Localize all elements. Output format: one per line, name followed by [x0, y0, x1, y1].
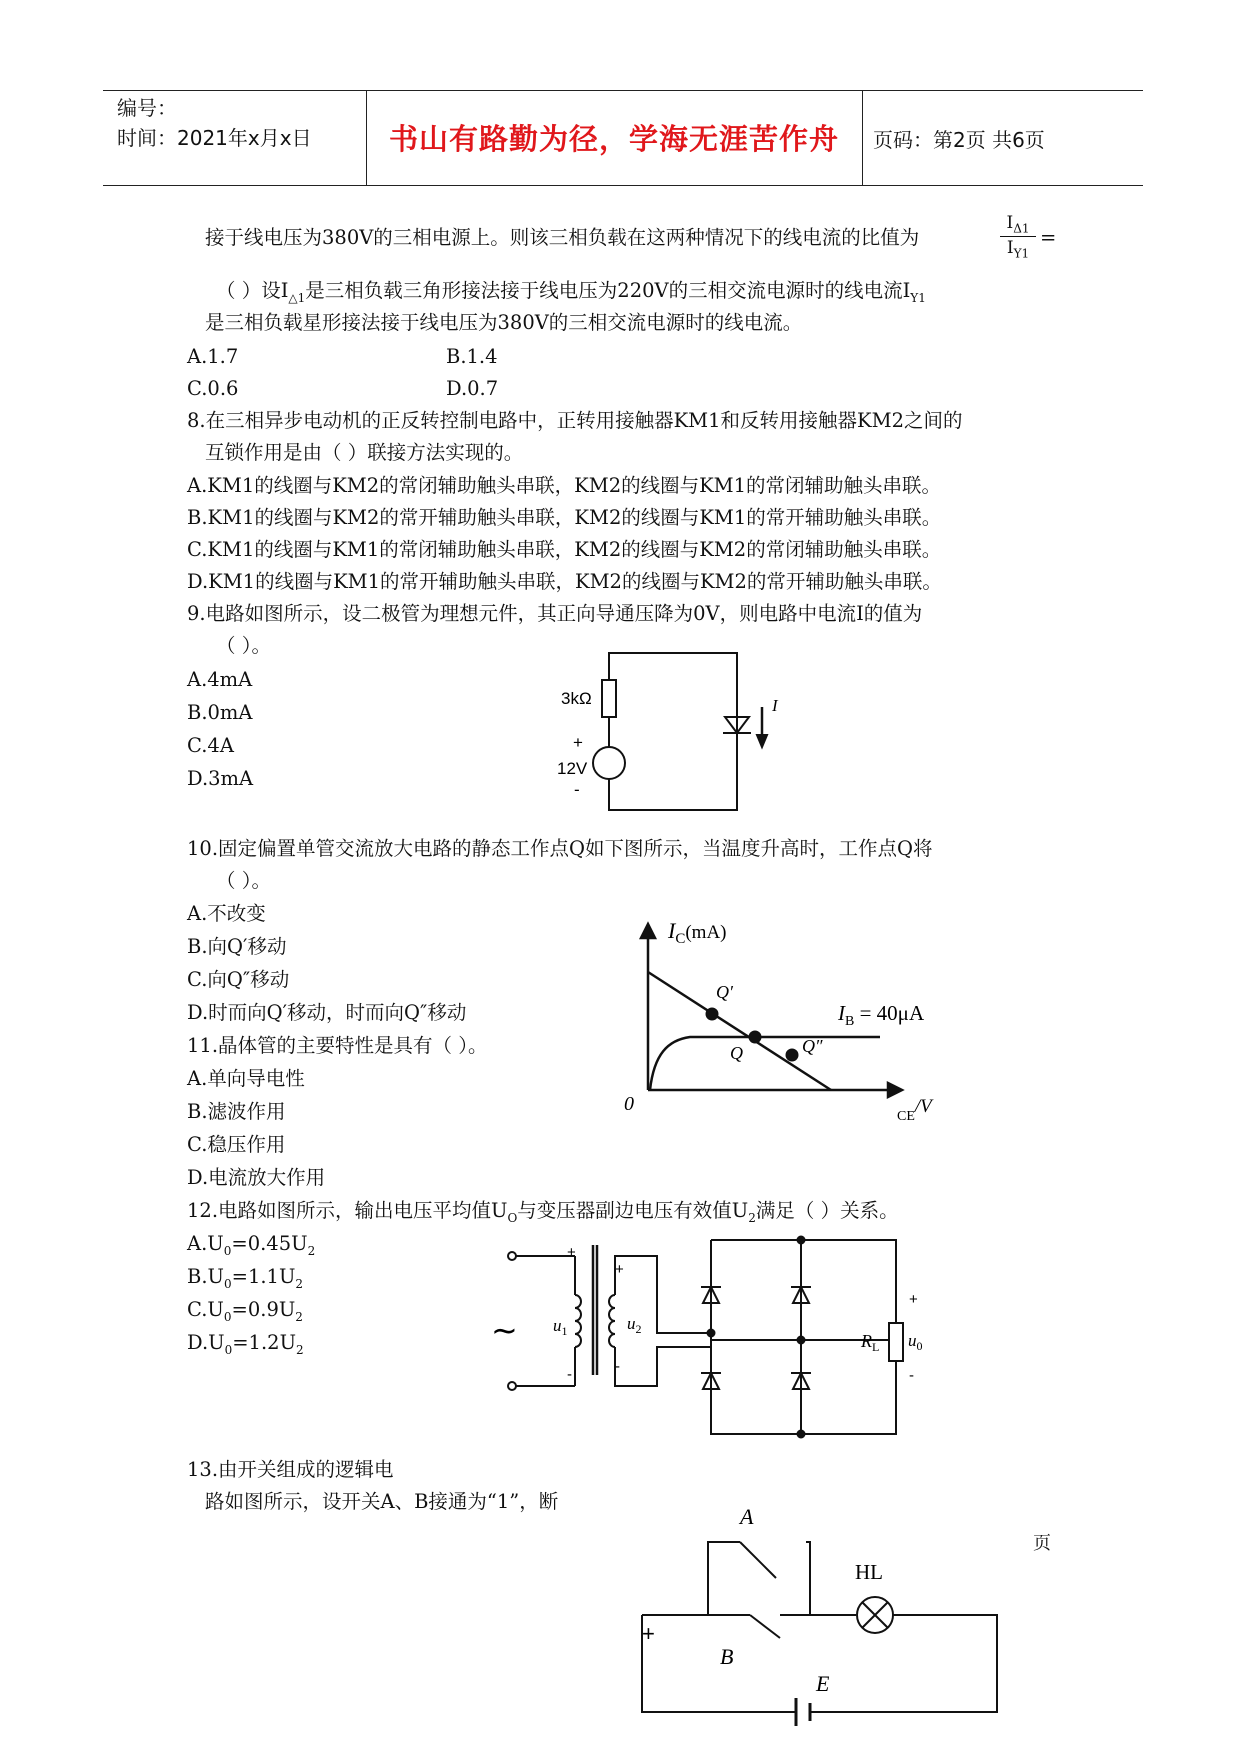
page-info: 页码：第2页 共6页	[873, 128, 1045, 152]
q10-line2: （ ）。	[216, 869, 271, 892]
q13-line2: 路如图所示，设开关A、B接通为“1”，断	[205, 1490, 559, 1513]
q11-option-a: A.单向导电性	[187, 1067, 305, 1090]
branch-a-wire	[806, 1542, 810, 1615]
q8-line1: 8.在三相异步电动机的正反转控制电路中，正转用接触器KM1和反转用接触器KM2之间的	[187, 409, 963, 432]
junction-dot	[797, 1430, 805, 1438]
q8-option-d: D.KM1的线圈与KM1的常开辅助触头串联，KM2的线圈与KM2的常开辅助触头串联。	[187, 570, 942, 593]
q7-fraction	[1000, 213, 1036, 261]
plus-label: +	[909, 1291, 918, 1308]
q9-line1: 9.电路如图所示，设二极管为理想元件，其正向导通压降为0V，则电路中电流I的值为	[187, 602, 923, 625]
plus-label: +	[573, 733, 583, 752]
resistor-label: 3kΩ	[561, 689, 592, 708]
q7-option-b: B.1.4	[446, 345, 498, 368]
q7-line1: 接于线电压为380V的三相电源上。则该三相负载在这两种情况下的线电流的比值为	[205, 226, 920, 249]
junction-dot	[797, 1336, 805, 1344]
load-resistor	[889, 1323, 903, 1361]
minus-label: -	[615, 1358, 620, 1375]
circuit-wire	[810, 1615, 997, 1712]
q12-option-a: $A.U_0=0.45U_2$	[187, 1232, 316, 1258]
q10-line1: 10.固定偏置单管交流放大电路的静态工作点Q如下图所示，当温度升高时，工作点Q将	[187, 837, 933, 860]
plus-label: +	[615, 1261, 624, 1278]
voltage-label: 12V	[557, 759, 588, 778]
x-axis-arrow	[888, 1083, 902, 1097]
q8-line2: 互锁作用是由（ ）联接方法实现的。	[205, 441, 524, 464]
current-arrow-head	[757, 735, 767, 747]
junction-dot	[707, 1329, 715, 1337]
junction-dot	[797, 1236, 805, 1244]
q8-option-c: C.KM1的线圈与KM1的常闭辅助触头串联，KM2的线圈与KM2的常闭辅助触头串联。	[187, 538, 942, 561]
q7-line2: （ ）设$I_{\triangle 1}$是三相负载三角形接法接于线电压为220V的三相交流电源时的线电流$I_{Y1}$	[216, 279, 926, 305]
page-header	[103, 90, 1143, 186]
y-axis-arrow	[641, 924, 655, 938]
q13-line1: 13.由开关组成的逻辑电	[187, 1458, 394, 1481]
q11-option-d: D.电流放大作用	[187, 1166, 326, 1189]
q-double-prime-point	[786, 1049, 798, 1061]
ac-source-symbol: ~	[491, 1311, 518, 1349]
q7-frac-num: $I_{\Delta 1}$	[1006, 213, 1030, 236]
page-marker: 页	[1033, 1533, 1051, 1554]
q-point	[749, 1031, 761, 1043]
header-left	[117, 93, 312, 153]
q12-line1: 12.电路如图所示，输出电压平均值$U_O$与变压器副边电压有效值$U_2$满足（ ）关系。	[187, 1199, 899, 1225]
plus-label: +	[642, 1621, 655, 1646]
q11-line1: 11.晶体管的主要特性是具有（ ）。	[187, 1034, 488, 1057]
motto: 书山有路勤为径，学海无涯苦作舟	[388, 122, 839, 156]
q13-switch-circuit	[630, 1500, 1010, 1740]
q7-option-c: C.0.6	[187, 377, 239, 400]
switch-a-label: A	[740, 1504, 754, 1529]
switch-b	[750, 1615, 780, 1638]
q9-option-a: A.4mA	[187, 668, 253, 691]
q9-option-d: D.3mA	[187, 767, 254, 790]
minus-label: -	[574, 780, 580, 799]
q10-option-c: C.向Q″移动	[187, 968, 290, 991]
secondary-wire	[615, 1347, 711, 1386]
x-axis-label: CE/V	[897, 1096, 932, 1124]
q9-option-c: C.4A	[187, 734, 234, 757]
q10-operating-point-graph	[620, 918, 960, 1128]
q7-eq: =	[1040, 226, 1057, 249]
q8-option-b: B.KM1的线圈与KM2的常开辅助触头串联，KM2的线圈与KM1的常开辅助触头串联。	[187, 506, 942, 529]
q12-rectifier-circuit	[491, 1225, 940, 1445]
q10-option-b: B.向Q′移动	[187, 935, 287, 958]
ib-label: $I_B = 40\mu A$	[838, 1001, 925, 1029]
origin-label: 0	[624, 1093, 634, 1115]
uo-label: $u_0$	[908, 1331, 923, 1353]
input-terminal	[508, 1382, 516, 1390]
secondary-coil	[609, 1295, 615, 1347]
primary-coil	[575, 1295, 581, 1347]
y-axis-label: $I_C(mA)$	[668, 918, 727, 947]
q-prime-label: Q′	[716, 982, 733, 1002]
q10-option-a: A.不改变	[187, 902, 266, 925]
q9-option-b: B.0mA	[187, 701, 253, 724]
q12-option-c: $C.U_0=0.9U_2$	[187, 1298, 303, 1324]
switch-a	[740, 1542, 776, 1578]
input-terminal	[508, 1252, 516, 1260]
current-label: I	[772, 696, 778, 715]
battery-label: E	[816, 1671, 830, 1696]
ib-characteristic-curve	[650, 1037, 880, 1090]
q12-option-b: $B.U_0=1.1U_2$	[187, 1265, 304, 1291]
resistor-3k	[602, 680, 616, 717]
q8-option-a: A.KM1的线圈与KM2的常闭辅助触头串联，KM2的线圈与KM1的常闭辅助触头串联。	[187, 474, 942, 497]
q11-option-c: C.稳压作用	[187, 1133, 286, 1156]
voltage-source	[593, 747, 625, 779]
q12-option-d: $D.U_0=1.2U_2$	[187, 1331, 304, 1357]
circuit-wire	[642, 1615, 796, 1712]
circuit-wire	[609, 653, 737, 810]
rl-label: $R_L$	[861, 1331, 880, 1354]
q-prime-point	[706, 1008, 718, 1020]
header-divider	[862, 91, 863, 185]
serial-label: 编号：	[117, 96, 177, 120]
q7-line3: 是三相负载星形接法接于线电压为380V的三相交流电源时的线电流。	[205, 311, 803, 334]
q11-option-b: B.滤波作用	[187, 1100, 286, 1123]
q-label: Q	[730, 1043, 743, 1063]
time-label: 时间：2021年x月x日	[117, 126, 312, 150]
fraction-bar	[1000, 236, 1036, 237]
load-line	[648, 972, 831, 1090]
minus-label: -	[567, 1366, 572, 1383]
q7-option-d: D.0.7	[446, 377, 499, 400]
q9-circuit-diagram	[540, 645, 778, 820]
q7-frac-den: $I_{Y1}$	[1006, 238, 1030, 261]
lamp-label: HL	[855, 1560, 883, 1584]
minus-label: -	[909, 1367, 914, 1384]
branch-a-wire	[708, 1542, 740, 1615]
q10-option-d: D.时而向Q′移动，时而向Q″移动	[187, 1001, 467, 1024]
u1-label: $u_1$	[553, 1316, 568, 1338]
plus-label: +	[567, 1244, 576, 1261]
q9-line2: （ ）。	[216, 634, 271, 657]
q7-option-a: A.1.7	[187, 345, 239, 368]
q-double-prime-label: Q″	[802, 1036, 823, 1056]
switch-b-label: B	[720, 1644, 734, 1669]
u2-label: $u_2$	[627, 1314, 642, 1336]
